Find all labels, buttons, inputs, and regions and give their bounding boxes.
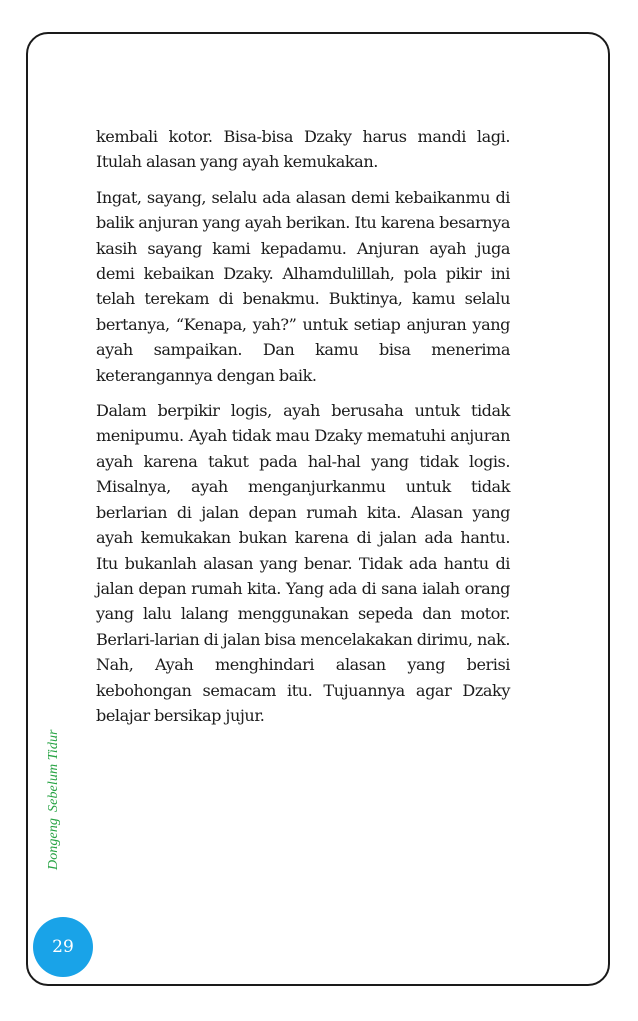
- page-number: 29: [52, 937, 74, 957]
- paragraph-2: Ingat, sayang, selalu ada alasan demi kebaikanmu di balik anjuran yang ayah berikan. Itu karena besarnya kasih sayang kami kepadamu. Anjuran ayah juga demi kebaikan Dzaky. Alhamdulillah, pola pikir ini telah terekam di benakmu. Buktinya, kamu selalu bertanya, “Kenapa, yah?” untuk setiap anjuran yang ayah sampaikan. Dan kamu bisa menerima keterangannya dengan baik.: [96, 187, 510, 385]
- page-number-badge: [33, 917, 93, 977]
- body-text: [96, 124, 510, 738]
- paragraph-3: Dalam berpikir logis, ayah berusaha untuk tidak menipumu. Ayah tidak mau Dzaky mematuhi anjuran ayah karena takut pada hal-hal yang tidak logis. Misalnya, ayah menganjurkanmu untuk tidak berlarian di jalan depan rumah kita. Alasan yang ayah kemukakan bukan karena di jalan ada hantu. Itu bukanlah alasan yang benar. Tidak ada hantu di jalan depan rumah kita. Yang ada di sana ialah orang yang lalu lalang menggunakan sepeda dan motor. Berlari-larian di jalan bisa mencelakakan dirimu, nak. Nah, Ayah menghindari alasan yang berisi kebohongan semacam itu. Tujuannya agar Dzaky belajar bersikap jujur.: [96, 401, 510, 725]
- book-title-vertical: [46, 729, 62, 870]
- book-title-word-1: Dongeng: [46, 817, 61, 870]
- paragraph-1: kembali kotor. Bisa-bisa Dzaky harus mandi lagi. Itulah alasan yang ayah kemukakan.: [96, 127, 510, 172]
- book-title-word-2: Sebelum Tidur: [46, 729, 61, 812]
